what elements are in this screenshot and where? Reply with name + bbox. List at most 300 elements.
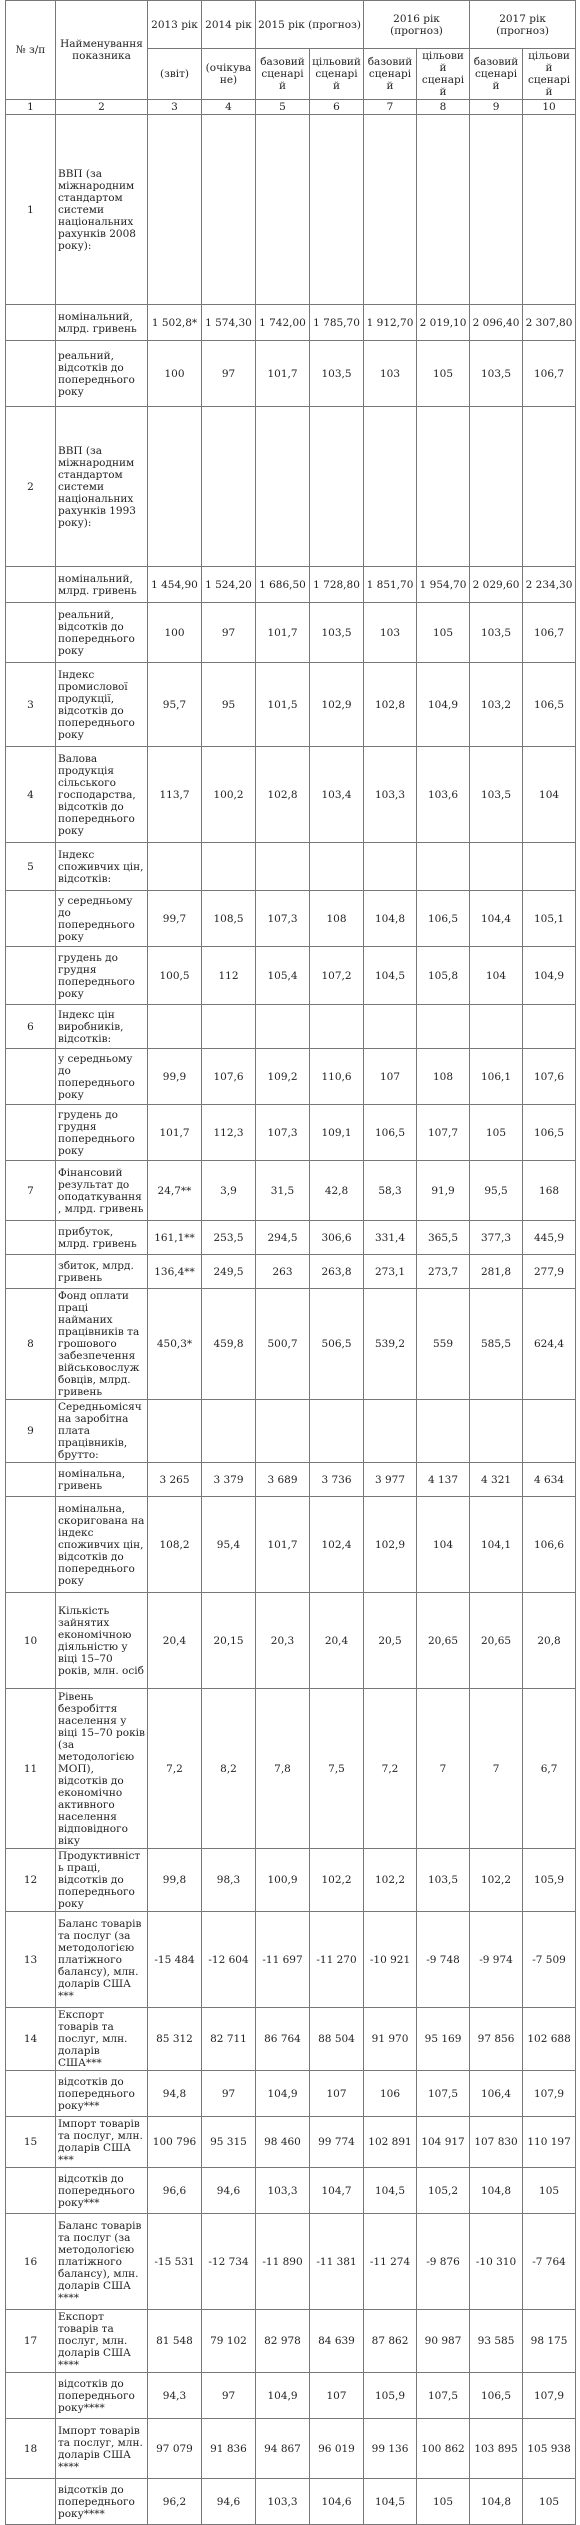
value-cell — [310, 1005, 364, 1049]
value-cell — [364, 115, 417, 305]
value-cell: 100 796 — [148, 2117, 202, 2168]
value-cell: 104,8 — [470, 2479, 523, 2525]
value-cell — [417, 843, 470, 891]
value-cell: 4 634 — [523, 1463, 576, 1497]
value-cell: 96,6 — [148, 2168, 202, 2214]
table-row — [6, 1912, 576, 2008]
value-cell: 1 686,50 — [256, 567, 310, 603]
value-cell: 104,1 — [470, 1497, 523, 1593]
value-cell: 161,1** — [148, 1221, 202, 1255]
indicator-name: Індекс цін виробників, відсотків: — [56, 1005, 148, 1049]
table-row — [6, 1105, 576, 1161]
header-2014: 2014 рік — [202, 1, 256, 49]
value-cell: 96,2 — [148, 2479, 202, 2525]
value-cell: 112 — [202, 947, 256, 1005]
value-cell: 97 — [202, 341, 256, 407]
value-cell: 102,2 — [470, 1849, 523, 1912]
value-cell: 7 — [417, 1689, 470, 1849]
value-cell: 102,2 — [364, 1849, 417, 1912]
indicator-name: номінальний, млрд. гривень — [56, 305, 148, 341]
value-cell: 107,6 — [202, 1049, 256, 1105]
indicator-name: Рівень безробіття населення у віці 15–70 років (за методологією МОП), відсотків до економічно активного населення відповідного віку — [56, 1689, 148, 1849]
value-cell: 112,3 — [202, 1105, 256, 1161]
table-row — [6, 1049, 576, 1105]
table-row — [6, 305, 576, 341]
value-cell: 102,9 — [364, 1497, 417, 1593]
value-cell — [470, 843, 523, 891]
value-cell: 20,65 — [470, 1593, 523, 1689]
value-cell: 105 — [523, 2479, 576, 2525]
value-cell: 85 312 — [148, 2008, 202, 2071]
value-cell: 97 — [202, 603, 256, 663]
value-cell: 100 862 — [417, 2419, 470, 2479]
value-cell: 106,1 — [470, 1049, 523, 1105]
value-cell — [256, 407, 310, 567]
value-cell: 3 265 — [148, 1463, 202, 1497]
value-cell: 105,8 — [417, 947, 470, 1005]
colnum: 5 — [256, 100, 310, 115]
indicator-name: номінальна, гривень — [56, 1463, 148, 1497]
value-cell: 306,6 — [310, 1221, 364, 1255]
row-number: 6 — [6, 1005, 56, 1049]
value-cell: 20,8 — [523, 1593, 576, 1689]
row-number: 13 — [6, 1912, 56, 2008]
row-number — [6, 341, 56, 407]
value-cell: -10 921 — [364, 1912, 417, 2008]
indicator-name: прибуток, млрд. гривень — [56, 1221, 148, 1255]
value-cell: 2 019,10 — [417, 305, 470, 341]
value-cell: 103,5 — [310, 341, 364, 407]
table-row — [6, 2071, 576, 2117]
value-cell: 2 029,60 — [470, 567, 523, 603]
value-cell: 104,9 — [417, 663, 470, 747]
value-cell: 91,9 — [417, 1161, 470, 1221]
value-cell: 99,8 — [148, 1849, 202, 1912]
value-cell: 103,3 — [256, 2479, 310, 2525]
value-cell: 331,4 — [364, 1221, 417, 1255]
value-cell: 3 379 — [202, 1463, 256, 1497]
value-cell: 103,5 — [417, 1849, 470, 1912]
value-cell: 108,2 — [148, 1497, 202, 1593]
value-cell: -15 484 — [148, 1912, 202, 2008]
value-cell: 365,5 — [417, 1221, 470, 1255]
value-cell: 7,2 — [148, 1689, 202, 1849]
value-cell: 102,4 — [310, 1497, 364, 1593]
table-row — [6, 1463, 576, 1497]
value-cell: -12 604 — [202, 1912, 256, 2008]
table-row — [6, 2373, 576, 2419]
value-cell: 107,2 — [310, 947, 364, 1005]
value-cell: 445,9 — [523, 1221, 576, 1255]
value-cell: 82 978 — [256, 2310, 310, 2373]
row-number: 7 — [6, 1161, 56, 1221]
header-name: Найменування показника — [56, 1, 148, 100]
value-cell — [202, 115, 256, 305]
value-cell: 105 — [417, 2479, 470, 2525]
value-cell: 103 — [364, 341, 417, 407]
value-cell: 4 137 — [417, 1463, 470, 1497]
value-cell: 20,5 — [364, 1593, 417, 1689]
indicator-name: Середньомісячна заробітна плата працівників, брутто: — [56, 1400, 148, 1463]
value-cell: 104 — [523, 747, 576, 843]
value-cell: 94,6 — [202, 2479, 256, 2525]
value-cell: 4 321 — [470, 1463, 523, 1497]
row-number: 14 — [6, 2008, 56, 2071]
value-cell: 506,5 — [310, 1289, 364, 1400]
value-cell: 99,7 — [148, 891, 202, 947]
table-row — [6, 1221, 576, 1255]
value-cell: 101,7 — [148, 1105, 202, 1161]
value-cell: 107,7 — [417, 1105, 470, 1161]
value-cell — [523, 115, 576, 305]
value-cell: 101,7 — [256, 341, 310, 407]
value-cell: 1 785,70 — [310, 305, 364, 341]
value-cell: -11 381 — [310, 2214, 364, 2310]
colnum: 4 — [202, 100, 256, 115]
table-row — [6, 2168, 576, 2214]
value-cell: 106,5 — [364, 1105, 417, 1161]
value-cell: 104,5 — [364, 2479, 417, 2525]
indicator-name: відсотків до попереднього року*** — [56, 2168, 148, 2214]
indicator-name: відсотків до попереднього року*** — [56, 2071, 148, 2117]
header-2016-target: цільовий сценарій — [417, 49, 470, 100]
value-cell — [364, 1400, 417, 1463]
value-cell: 98 460 — [256, 2117, 310, 2168]
value-cell: 539,2 — [364, 1289, 417, 1400]
row-number — [6, 1221, 56, 1255]
indicator-name: Баланс товарів та послуг (за методологією платіжного балансу), млн. доларів США **** — [56, 2214, 148, 2310]
table-row — [6, 747, 576, 843]
value-cell — [256, 115, 310, 305]
value-cell: 113,7 — [148, 747, 202, 843]
table-row — [6, 341, 576, 407]
indicator-name: Фінансовий результат до оподаткування, млрд. гривень — [56, 1161, 148, 1221]
value-cell: 263,8 — [310, 1255, 364, 1289]
value-cell: 100 — [148, 341, 202, 407]
indicator-name: відсотків до попереднього року**** — [56, 2373, 148, 2419]
row-number — [6, 2373, 56, 2419]
value-cell: 103,6 — [417, 747, 470, 843]
value-cell: 95,7 — [148, 663, 202, 747]
value-cell: 450,3* — [148, 1289, 202, 1400]
value-cell — [364, 843, 417, 891]
value-cell: 97 079 — [148, 2419, 202, 2479]
row-number — [6, 891, 56, 947]
value-cell: 106,5 — [417, 891, 470, 947]
value-cell: 103,5 — [470, 747, 523, 843]
indicator-name: ВВП (за міжнародним стандартом системи національних рахунків 1993 року): — [56, 407, 148, 567]
value-cell: 79 102 — [202, 2310, 256, 2373]
value-cell: 106,5 — [523, 1105, 576, 1161]
value-cell: 107,5 — [417, 2071, 470, 2117]
value-cell: 95,4 — [202, 1497, 256, 1593]
value-cell — [202, 1005, 256, 1049]
value-cell: 7,5 — [310, 1689, 364, 1849]
value-cell — [417, 115, 470, 305]
value-cell: 104,5 — [364, 947, 417, 1005]
header-expected: (очікуване) — [202, 49, 256, 100]
value-cell: 585,5 — [470, 1289, 523, 1400]
value-cell: 104,8 — [364, 891, 417, 947]
indicator-name: Експорт товарів та послуг, млн. доларів США*** — [56, 2008, 148, 2071]
value-cell — [364, 407, 417, 567]
indicator-name: Імпорт товарів та послуг, млн. доларів США *** — [56, 2117, 148, 2168]
row-number: 18 — [6, 2419, 56, 2479]
table-row — [6, 407, 576, 567]
value-cell: 106,5 — [470, 2373, 523, 2419]
value-cell — [148, 1005, 202, 1049]
value-cell: 459,8 — [202, 1289, 256, 1400]
value-cell: 107,6 — [523, 1049, 576, 1105]
value-cell: 20,4 — [148, 1593, 202, 1689]
value-cell: 110 197 — [523, 2117, 576, 2168]
value-cell — [364, 1005, 417, 1049]
value-cell: 101,5 — [256, 663, 310, 747]
table-row — [6, 1497, 576, 1593]
value-cell — [256, 1005, 310, 1049]
forecast-table — [5, 0, 576, 2525]
row-number — [6, 1255, 56, 1289]
value-cell: 102,9 — [310, 663, 364, 747]
table-row — [6, 2117, 576, 2168]
value-cell: 98,3 — [202, 1849, 256, 1912]
value-cell: 104,9 — [256, 2071, 310, 2117]
header-2015: 2015 рік (прогноз) — [256, 1, 364, 49]
value-cell: 100 — [148, 603, 202, 663]
table-row — [6, 2419, 576, 2479]
header-row-years — [6, 1, 576, 49]
value-cell: 110,6 — [310, 1049, 364, 1105]
value-cell: 105 — [417, 603, 470, 663]
value-cell: 7 — [470, 1689, 523, 1849]
row-number — [6, 603, 56, 663]
value-cell: 273,7 — [417, 1255, 470, 1289]
indicator-name: у середньому до попереднього року — [56, 1049, 148, 1105]
value-cell: -15 531 — [148, 2214, 202, 2310]
table-row — [6, 663, 576, 747]
value-cell: 103,5 — [470, 603, 523, 663]
value-cell: 91 970 — [364, 2008, 417, 2071]
value-cell — [202, 407, 256, 567]
colnum: 7 — [364, 100, 417, 115]
value-cell: 253,5 — [202, 1221, 256, 1255]
value-cell: 1 742,00 — [256, 305, 310, 341]
row-number: 3 — [6, 663, 56, 747]
value-cell: 107 — [310, 2373, 364, 2419]
value-cell: -7 764 — [523, 2214, 576, 2310]
value-cell: 42,8 — [310, 1161, 364, 1221]
value-cell: 7,2 — [364, 1689, 417, 1849]
indicator-name: номінальна, скоригована на індекс споживчих цін, відсотків до попереднього року — [56, 1497, 148, 1593]
value-cell: 106,6 — [523, 1497, 576, 1593]
value-cell: 95 — [202, 663, 256, 747]
value-cell: 94,6 — [202, 2168, 256, 2214]
value-cell: 103 895 — [470, 2419, 523, 2479]
value-cell — [148, 1400, 202, 1463]
value-cell — [470, 407, 523, 567]
value-cell: 3 736 — [310, 1463, 364, 1497]
header-report: (звіт) — [148, 49, 202, 100]
value-cell — [310, 843, 364, 891]
row-number: 17 — [6, 2310, 56, 2373]
value-cell: 88 504 — [310, 2008, 364, 2071]
value-cell: -10 310 — [470, 2214, 523, 2310]
value-cell — [256, 843, 310, 891]
value-cell: 273,1 — [364, 1255, 417, 1289]
value-cell: 559 — [417, 1289, 470, 1400]
table-row — [6, 947, 576, 1005]
row-number: 11 — [6, 1689, 56, 1849]
header-2017-target: цільовий сценарій — [523, 49, 576, 100]
value-cell: 102,2 — [310, 1849, 364, 1912]
value-cell: 105,9 — [364, 2373, 417, 2419]
indicator-name: Індекс промислової продукції, відсотків до попереднього року — [56, 663, 148, 747]
value-cell: 107,3 — [256, 1105, 310, 1161]
value-cell: 263 — [256, 1255, 310, 1289]
value-cell: 1 851,70 — [364, 567, 417, 603]
value-cell: 103,5 — [310, 603, 364, 663]
value-cell — [202, 1400, 256, 1463]
value-cell: 97 — [202, 2071, 256, 2117]
value-cell — [256, 1400, 310, 1463]
value-cell: 377,3 — [470, 1221, 523, 1255]
value-cell: 20,65 — [417, 1593, 470, 1689]
table-row — [6, 1255, 576, 1289]
header-2017: 2017 рік (прогноз) — [470, 1, 576, 49]
row-number — [6, 2071, 56, 2117]
table-row — [6, 2214, 576, 2310]
value-cell: 94,8 — [148, 2071, 202, 2117]
value-cell — [148, 843, 202, 891]
value-cell: 104,8 — [470, 2168, 523, 2214]
value-cell: 95,5 — [470, 1161, 523, 1221]
indicator-name: відсотків до попереднього року**** — [56, 2479, 148, 2525]
value-cell — [310, 1400, 364, 1463]
indicator-name: збиток, млрд. гривень — [56, 1255, 148, 1289]
value-cell: 1 454,90 — [148, 567, 202, 603]
value-cell: 1 502,8* — [148, 305, 202, 341]
value-cell: 106,7 — [523, 603, 576, 663]
indicator-name: Індекс споживчих цін, відсотків: — [56, 843, 148, 891]
value-cell — [470, 115, 523, 305]
row-number — [6, 2479, 56, 2525]
indicator-name: Валова продукція сільського господарства, відсотків до попереднього року — [56, 747, 148, 843]
value-cell: 7,8 — [256, 1689, 310, 1849]
table-row — [6, 1161, 576, 1221]
value-cell: -11 697 — [256, 1912, 310, 2008]
value-cell: 108,5 — [202, 891, 256, 947]
value-cell: 95 169 — [417, 2008, 470, 2071]
value-cell: 2 307,80 — [523, 305, 576, 341]
value-cell: 104,6 — [310, 2479, 364, 2525]
value-cell: 105,9 — [523, 1849, 576, 1912]
table-row — [6, 1849, 576, 1912]
indicator-name: грудень до грудня попереднього року — [56, 947, 148, 1005]
value-cell: 100,5 — [148, 947, 202, 1005]
value-cell: 103,3 — [256, 2168, 310, 2214]
colnum: 2 — [56, 100, 148, 115]
value-cell: 58,3 — [364, 1161, 417, 1221]
colnum: 6 — [310, 100, 364, 115]
value-cell: 104,9 — [256, 2373, 310, 2419]
row-number: 15 — [6, 2117, 56, 2168]
value-cell: -9 748 — [417, 1912, 470, 2008]
value-cell: 103,3 — [364, 747, 417, 843]
value-cell: 106,5 — [523, 663, 576, 747]
header-2016: 2016 рік (прогноз) — [364, 1, 470, 49]
value-cell: 6,7 — [523, 1689, 576, 1849]
value-cell — [523, 843, 576, 891]
value-cell: 108 — [310, 891, 364, 947]
table-row — [6, 1593, 576, 1689]
value-cell — [523, 407, 576, 567]
value-cell: 84 639 — [310, 2310, 364, 2373]
indicator-name: у середньому до попереднього року — [56, 891, 148, 947]
value-cell: 104 917 — [417, 2117, 470, 2168]
value-cell: 2 096,40 — [470, 305, 523, 341]
value-cell: 2 234,30 — [523, 567, 576, 603]
value-cell: 99 136 — [364, 2419, 417, 2479]
value-cell: 104,9 — [523, 947, 576, 1005]
indicator-name: Імпорт товарів та послуг, млн. доларів США **** — [56, 2419, 148, 2479]
value-cell: 94,3 — [148, 2373, 202, 2419]
value-cell: 3 977 — [364, 1463, 417, 1497]
row-number — [6, 1105, 56, 1161]
indicator-name: Продуктивність праці, відсотків до попереднього року — [56, 1849, 148, 1912]
indicator-name: Баланс товарів та послуг (за методологією платіжного балансу), млн. доларів США *** — [56, 1912, 148, 2008]
value-cell: 105 — [470, 1105, 523, 1161]
value-cell: 104,5 — [364, 2168, 417, 2214]
value-cell: 20,4 — [310, 1593, 364, 1689]
value-cell: -11 890 — [256, 2214, 310, 2310]
value-cell: 107,5 — [417, 2373, 470, 2419]
value-cell: 24,7** — [148, 1161, 202, 1221]
value-cell: 99,9 — [148, 1049, 202, 1105]
value-cell — [523, 1005, 576, 1049]
table-row — [6, 2008, 576, 2071]
value-cell: 168 — [523, 1161, 576, 1221]
value-cell: 106,4 — [470, 2071, 523, 2117]
value-cell — [310, 115, 364, 305]
table-row — [6, 567, 576, 603]
value-cell: 86 764 — [256, 2008, 310, 2071]
row-number: 9 — [6, 1400, 56, 1463]
header-2017-base: базовий сценарій — [470, 49, 523, 100]
value-cell: -11 274 — [364, 2214, 417, 2310]
header-2015-target: цільовий сценарій — [310, 49, 364, 100]
value-cell: 107 830 — [470, 2117, 523, 2168]
table-row — [6, 115, 576, 305]
value-cell — [417, 407, 470, 567]
value-cell: 105 — [417, 341, 470, 407]
value-cell: -12 734 — [202, 2214, 256, 2310]
value-cell: -11 270 — [310, 1912, 364, 2008]
row-number: 1 — [6, 115, 56, 305]
value-cell: 105,2 — [417, 2168, 470, 2214]
row-number: 5 — [6, 843, 56, 891]
value-cell: 93 585 — [470, 2310, 523, 2373]
value-cell: 1 524,20 — [202, 567, 256, 603]
table-row — [6, 843, 576, 891]
value-cell: 90 987 — [417, 2310, 470, 2373]
row-number: 12 — [6, 1849, 56, 1912]
value-cell: 101,7 — [256, 603, 310, 663]
value-cell: 1 574,30 — [202, 305, 256, 341]
value-cell: -9 876 — [417, 2214, 470, 2310]
value-cell: 107,3 — [256, 891, 310, 947]
value-cell — [470, 1005, 523, 1049]
indicator-name: грудень до грудня попереднього року — [56, 1105, 148, 1161]
